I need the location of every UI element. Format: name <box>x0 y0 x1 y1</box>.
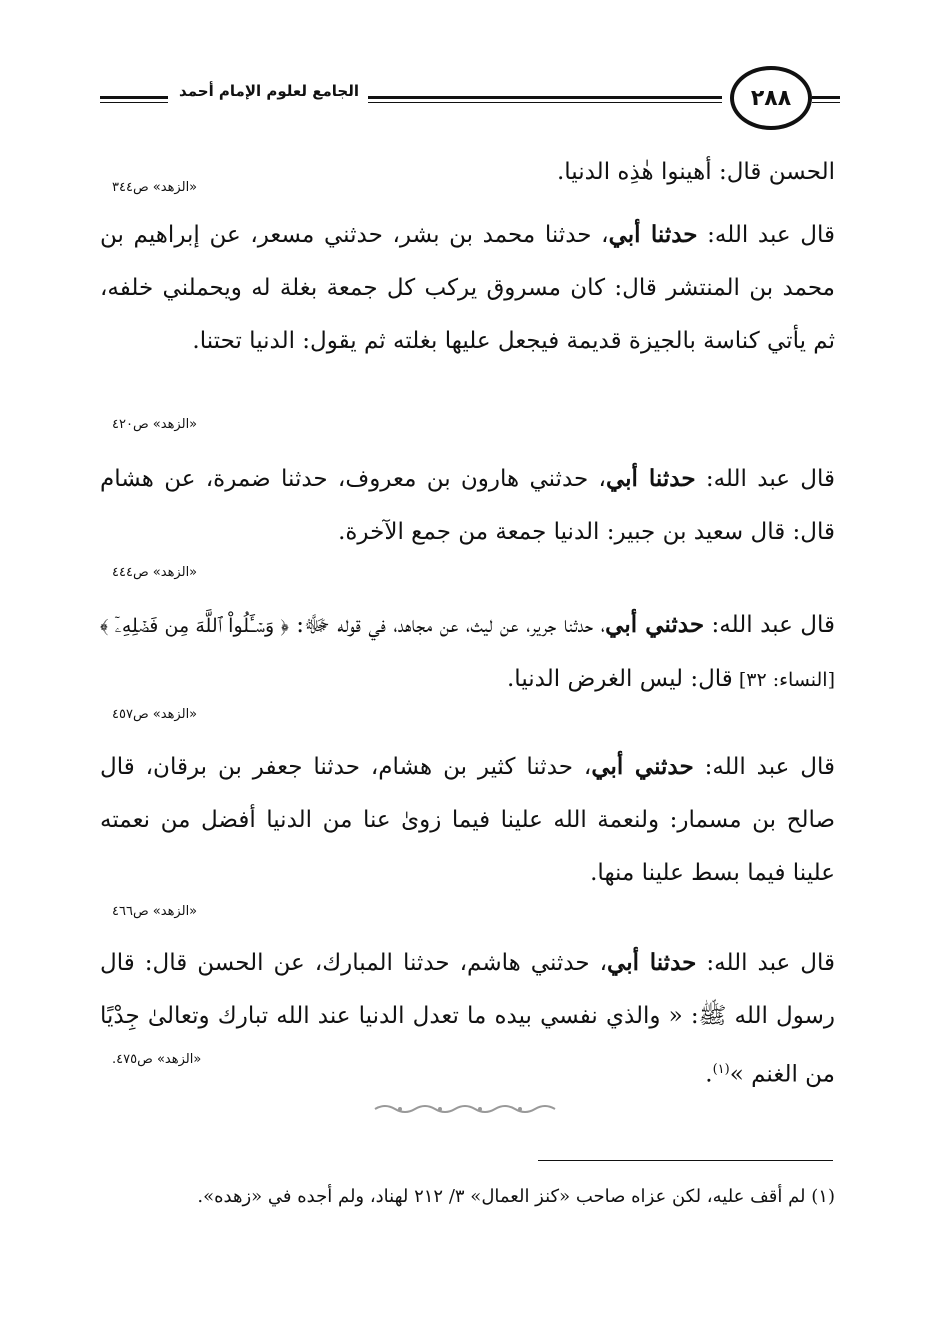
source-citation: «الزهد» ص٤٤٤ <box>112 565 198 580</box>
narrator-bold: حدثني أبي <box>605 611 705 638</box>
narrator-bold: حدثني أبي <box>591 753 694 780</box>
footnote-text: لم أقف عليه، لكن عزاه صاحب «كنز العمال» ٣/ ٢١٢ لهناد، ولم أجده في «زهده». <box>197 1186 812 1207</box>
page-header <box>100 62 840 132</box>
book-title: الجامع لعلوم الإمام أحمد <box>179 82 359 100</box>
narrator-intro: قال عبد الله: <box>697 222 836 248</box>
source-citation: «الزهد» ص٤٧٥. <box>112 1052 202 1067</box>
narrator-intro: قال عبد الله: <box>693 754 835 780</box>
text-paragraph <box>100 146 835 199</box>
paragraph-text: الحسن قال: أهينوا هٰذِه الدنيا. <box>556 159 835 185</box>
footnote-marker: (١) <box>712 1062 730 1077</box>
paragraph-text: ، حدثني هارون بن معروف، حدثنا ضمرة، عن هشام قال: قال سعيد بن جبير: الدنيا جمعة من جمع الآخرة. <box>100 466 835 545</box>
narrator-bold: حدثنا أبي <box>605 465 696 492</box>
paragraph-text: ، حدثنا كثير بن هشام، حدثنا جعفر بن برقان، قال صالح بن مسمار: ولنعمة الله علينا فيما زوىٰ عنا من الدنيا أفضل من نعمته علينا فيما بسط علينا منها. <box>100 754 835 886</box>
narrator-intro: قال عبد الله: <box>696 950 835 976</box>
quran-reference: [النساء: ٣٢] <box>732 669 835 691</box>
paragraph-text: ، حدثني هاشم، حدثنا المبارك، عن الحسن قال: قال رسول الله ﷺ: « والذي نفسي بيده ما تعدل الدنيا عند الله تبارك وتعالىٰ جِدْيًا من الغنم » <box>100 950 835 1088</box>
text-paragraph <box>100 452 835 559</box>
source-citation: «الزهد» ص٤٥٧ <box>112 707 198 722</box>
footnote-separator <box>538 1160 833 1161</box>
header-rule <box>368 96 722 99</box>
paragraph-text: ، حدثنا محمد بن بشر، حدثني مسعر، عن إبراهيم بن محمد بن المنتشر قال: كان مسروق يركب كل جمعة بغلة له ويحملني خلفه، ثم يأتي كناسة بالجيزة قديمة فيجعل عليها بغلته ثم يقول: الدنيا تحتنا. <box>100 222 835 354</box>
source-citation: «الزهد» ص٤٢٠ <box>112 417 198 432</box>
header-rule <box>368 102 722 103</box>
paragraph-end: . <box>705 1061 713 1088</box>
page-number: ٢٨٨ <box>730 66 812 130</box>
paragraph-text: ، حدثنا جرير، عن ليث، عن مجاهد، في قوله ﷻ: <box>288 612 606 638</box>
text-paragraph <box>100 208 835 368</box>
header-rule <box>100 102 168 103</box>
section-divider-ornament <box>370 1102 570 1116</box>
header-rule <box>812 96 840 99</box>
narrator-intro: قال عبد الله: <box>695 466 835 492</box>
footnote <box>100 1178 835 1216</box>
header-rule <box>812 102 840 103</box>
source-citation: «الزهد» ص٤٦٦ <box>112 904 198 919</box>
narrator-bold: حدثنا أبي <box>607 949 697 976</box>
quran-verse: ﴿ وَسۡـَٔلُواْ ٱللَّهَ مِن فَضۡلِهِۦٓ ﴾ <box>100 615 289 637</box>
text-paragraph <box>100 598 835 707</box>
paragraph-text: قال: ليس الغرض الدنيا. <box>507 666 733 692</box>
footnote-number: (١) <box>811 1186 835 1207</box>
header-rule <box>100 96 168 99</box>
narrator-intro: قال عبد الله: <box>704 612 835 638</box>
text-paragraph <box>100 936 835 1102</box>
narrator-bold: حدثنا أبي <box>608 221 698 248</box>
text-paragraph <box>100 740 835 900</box>
source-citation: «الزهد» ص٣٤٤ <box>112 180 198 195</box>
